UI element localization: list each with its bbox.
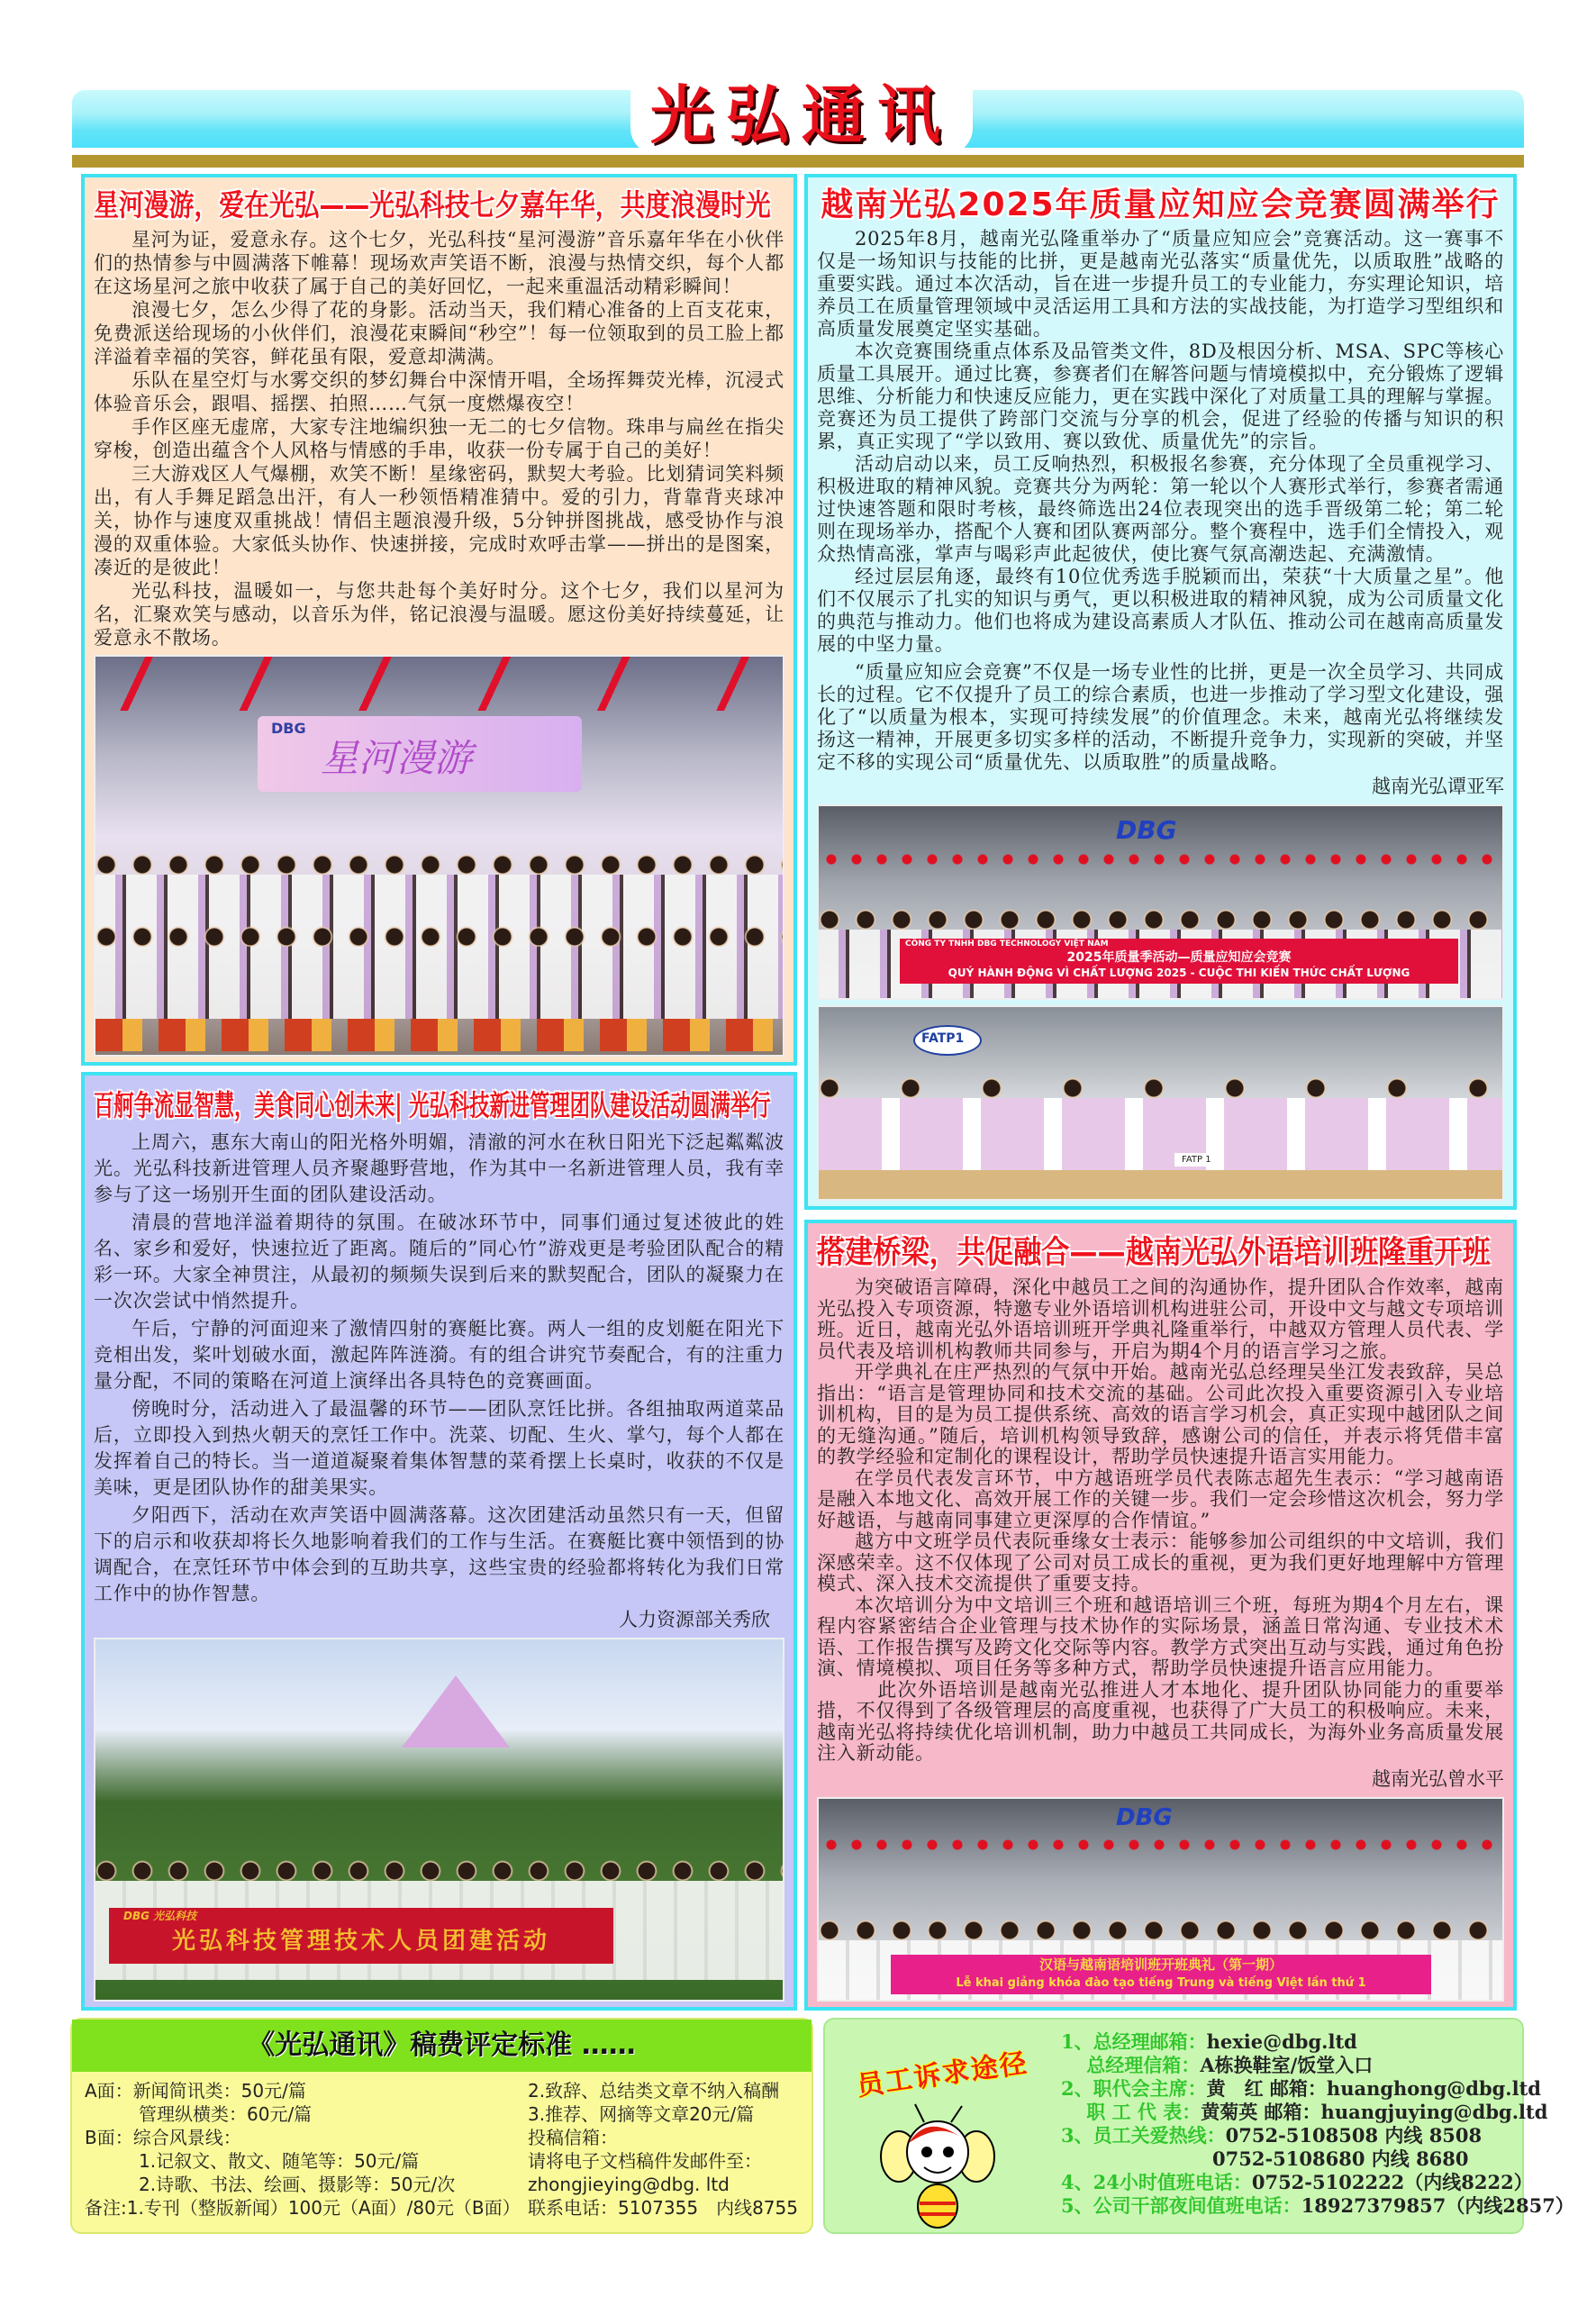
article-body: [817, 1277, 1504, 1765]
photo-team-building: [94, 1638, 784, 2002]
fee-line: 投稿信箱：: [528, 2127, 618, 2148]
article-title: 百舸争流显智慧，美食同心创未来| 光弘科技新进管理团队建设活动圆满举行: [94, 1088, 771, 1122]
bee-mascot-icon: [879, 2102, 996, 2229]
paragraph: 手作区座无虚席，大家专注地编织独一无二的七夕信物。珠串与扁丝在指尖穿梭，创造出蕴含个人风格与情感的手串，收获一份专属于自己的美好！: [94, 416, 784, 461]
appeal-channels: [1061, 2030, 1574, 2218]
banner-text: 光弘科技管理技术人员团建活动: [171, 1928, 550, 1955]
wall-logo: DBG: [1116, 815, 1177, 845]
event-banner: [891, 1955, 1431, 1994]
author-signature: 越南光弘曾水平: [1372, 1767, 1504, 1790]
backdrop-logo: DBG: [271, 720, 306, 737]
submission-email[interactable]: zhongjieying@dbg. ltd: [528, 2174, 730, 2195]
employee-appeal-box: [823, 2018, 1574, 2234]
paragraph: 午后，宁静的河面迎来了激情四射的赛艇比赛。两人一组的皮划艇在阳光下竞相出发，桨叶划破水面，激起阵阵涟漪。有的组合讲究节奏配合，有的注重力量分配，不同的策略在河道上演绎出各具特色的竞赛画面。: [94, 1318, 784, 1392]
channel-row: 1、总经理邮箱：hexie@dbg.ltd: [1061, 2030, 1357, 2053]
paragraph: 傍晚时分，活动进入了最温馨的环节——团队烹饪比拼。各组抽取两道菜品后，立即投入到热火朝天的烹饪工作中。洗菜、切配、生火、掌勺，每个人都在发挥着自己的特长。当一道道凝聚着集体智慧的菜肴摆上长桌时，收获的不仅是美味，更是团队协作的甜美果实。: [94, 1398, 784, 1498]
author-signature: 越南光弘谭亚军: [1372, 776, 1504, 797]
article-title-row: [817, 183, 1504, 228]
fee-line: 2.诗歌、书法、绘画、摄影等：50元/次: [85, 2174, 456, 2195]
fee-standard-title: 《光弘通讯》稿费评定标准 ……: [72, 2020, 812, 2072]
masthead-divider: [72, 155, 1524, 168]
article-title-row: [94, 1081, 784, 1130]
staff-rep-email[interactable]: 黄菊英 邮箱：huangjuying@dbg.ltd: [1201, 2101, 1548, 2123]
paragraph: 在学员代表发言环节，中方越语班学员代表陈志超先生表示：“学习越南语是融入本地文化、高效开展工作的关键一步。我们一定会珍惜这次机会，努力学好越语，与越南同事建立更深厚的合作情谊。”: [817, 1466, 1504, 1531]
fee-standard-box: [70, 2018, 813, 2234]
paragraph: 2025年8月，越南光弘隆重举办了“质量应知应会”竞赛活动。这一赛事不仅是一场知识与技能的比拼，更是越南光弘落实“质量优先，以质取胜”战略的重要实践。通过本次活动，旨在进一步提升员工的专业能力，夯实理论知识，培养员工在质量管理领域中灵活运用工具和方法的实战技能，为打造学习型组织和高质量发展奠定坚实基础。: [817, 228, 1504, 340]
decor-ribbons: [95, 657, 783, 711]
banner-vietnamese: QUÝ HÀNH ĐỘNG VÌ CHẤT LƯỢNG 2025 - CUỘC THI KIẾN THỨC CHẤT LƯỢNG: [948, 967, 1410, 979]
banner-chinese: 2025年质量季活动—质量应知应会竞赛: [1066, 950, 1292, 965]
event-banner: [900, 939, 1458, 984]
appeal-badge-title: 员工诉求途径: [854, 2047, 1030, 2103]
channel-row: 总经理信箱：A栋换鞋室/饭堂入口: [1061, 2054, 1374, 2076]
union-chair-email[interactable]: 黄 红 邮箱：huanghong@dbg.ltd: [1206, 2077, 1541, 2100]
wall-logo: DBG: [1116, 1803, 1173, 1831]
sign-card-text: FATP1: [921, 1031, 965, 1046]
article-qixi: [81, 174, 797, 1066]
paragraph: 开学典礼在庄严热烈的气氛中开始。越南光弘总经理吴坐江发表致辞，吴总指出：“语言是管理协同和技术交流的基础。公司此次投入重要资源引入专业培训机构，目的是为员工提供系统、高效的语言学习机会，真正实现中越团队之间的无缝沟通。”随后，培训机构领导致辞，感谢公司的信任，并表示将凭借丰富的教学经验和定制化的课程设计，帮助学员快速提升语言实用能力。: [817, 1361, 1504, 1467]
fee-line: 请将电子文档稿件发邮件至：: [528, 2150, 762, 2172]
fee-line: A面：新闻简讯类：50元/篇: [85, 2080, 306, 2102]
paragraph: 乐队在星空灯与水雾交织的梦幻舞台中深情开唱，全场挥舞荧光棒，沉浸式体验音乐会，跟唱、摇摆、拍照……气氛一度燃爆夜空！: [94, 369, 784, 414]
paragraph: 上周六，惠东大南山的阳光格外明媚，清澈的河水在秋日阳光下泛起粼粼波光。光弘科技新进管理人员齐聚趣野营地，作为其中一名新进管理人员，我有幸参与了这一场别开生面的团队建设活动。: [94, 1131, 784, 1205]
paragraph: 本次培训分为中文培训三个班和越语培训三个班，每班为期4个月左右，课程内容紧密结合企业管理与技术协作的实际场景，涵盖日常沟通、专业技术术语、工作报告撰写及跨文化交际等内容。教学方式突出互动与实践，通过角色扮演、情境模拟、项目任务等多种方式，帮助学员快速提升语言应用能力。: [817, 1593, 1504, 1679]
article-title: 搭建桥梁，共促融合——越南光弘外语培训班隆重开班: [817, 1235, 1491, 1271]
table-placard: FATP 1: [1174, 1153, 1219, 1167]
article-body: [817, 228, 1504, 774]
channel-row: 2、职代会主席：黄 红 邮箱：huanghong@dbg.ltd: [1061, 2077, 1541, 2100]
fee-col-2: [528, 2079, 798, 2220]
article-title-row: [817, 1229, 1504, 1277]
article-team-building: [81, 1072, 797, 2011]
banner-chinese: 汉语与越南语培训班开班典礼（第一期）: [1038, 1956, 1283, 1973]
paragraph: 光弘科技，温暖如一，与您共赴每个美好时分。这个七夕，我们以星河为名，汇聚欢笑与感动，以音乐为伴，铭记浪漫与温暖。愿这份美好持续蔓延，让爱意永不散场。: [94, 580, 784, 649]
author-signature: 人力资源部关秀欣: [619, 1609, 770, 1630]
article-title-row: [94, 183, 784, 228]
fee-line: 联系电话：5107355 内线8755: [528, 2197, 798, 2219]
fee-line: 1.记叙文、散文、随笔等：50元/篇: [85, 2150, 420, 2172]
backdrop-title: 星河漫游: [321, 736, 473, 780]
article-body: [94, 1130, 784, 1607]
paragraph: 星河为证，爱意永存。这个七夕，光弘科技“星河漫游”音乐嘉年华在小伙伴们的热情参与中圆满落下帷幕！现场欢声笑语不断，浪漫与热情交织，每个人都在这场星河之旅中收获了属于自己的美好回忆，一起来重温活动精彩瞬间！: [94, 229, 784, 297]
article-quality-contest: [804, 174, 1517, 1210]
paragraph: 三大游戏区人气爆棚，欢笑不断！星缘密码，默契大考验。比划猜词笑料频出，有人手舞足蹈急出汗，有人一秒领悟精准猜中。爱的引力，背靠背夹球冲关，协作与速度双重挑战！情侣主题浪漫升级，5分钟拼图挑战，感受协作与浪漫的双重体验。大家低头协作、快速拼接，完成时欢呼击掌——拼出的是图案，凑近的是彼此！: [94, 463, 784, 578]
paragraph: 浪漫七夕，怎么少得了花的身影。活动当天，我们精心准备的上百支花束，免费派送给现场的小伙伴们，浪漫花束瞬间“秒空”！每一位领取到的员工脸上都洋溢着幸福的笑容，鲜花虽有限，爱意却满满。: [94, 299, 784, 368]
event-banner: [109, 1908, 613, 1964]
photo-qixi-group: [94, 655, 784, 1057]
paragraph: 活动启动以来，员工反响热烈，积极报名参赛，充分体现了全员重视学习、积极进取的精神风貌。竞赛共分为两轮：第一轮以个人赛形式举行，参赛者需通过快速答题和限时考核，最终筛选出24位表现突出的选手晋级第二轮；第二轮则在现场举办，搭配个人赛和团队赛两部分。整个赛程中，选手们全情投入，观众热情高涨，掌声与喝彩声此起彼伏，使比赛气氛高潮迭起、充满激情。: [817, 453, 1504, 565]
paragraph: 此次外语培训是越南光弘推进人才本地化、提升团队协同能力的重要举措，不仅得到了各级管理层的高度重视，也获得了广大员工的积极响应。未来，越南光弘将持续优化培训机制，助力中越员工共同成长，为海外业务高质量发展注入新动能。: [817, 1678, 1504, 1764]
fee-line: 管理纵横类：60元/篇: [85, 2103, 313, 2125]
paragraph: 越方中文班学员代表阮垂缘女士表示：能够参加公司组织的中文培训，我们深感荣幸。这不仅体现了公司对员工成长的重视，更为我们更好地理解中方管理模式、深入技术交流提供了重要支持。: [817, 1530, 1504, 1594]
channel-row: 4、24小时值班电话：0752-5102222（内线8222）: [1061, 2171, 1533, 2193]
banner-logo: DBG 光弘科技: [123, 1910, 197, 1922]
decor-lanterns: [819, 1833, 1502, 1857]
masthead-title: 光弘通讯: [650, 77, 953, 152]
paragraph: 清晨的营地洋溢着期待的氛围。在破冰环节中，同事们通过复述彼此的姓名、家乡和爱好，快速拉近了距离。随后的”同心竹”游戏更是考验团队配合的精彩一环。大家全神贯注，从最初的频频失误到后来的默契配合，团队的凝聚力在一次次尝试中悄然提升。: [94, 1212, 784, 1312]
banner-company: CÔNG TY TNHH DBG TECHNOLOGY VIỆT NAM: [905, 940, 1109, 949]
paragraph: 本次竞赛围绕重点体系及品管类文件，8D及根因分析、MSA、SPC等核心质量工具展开。通过比赛，参赛者们在解答问题与情境模拟中，充分锻炼了逻辑思维、分析能力和快速反应能力，更在实践中深化了对质量工具的理解与掌握。竞赛还为员工提供了跨部门交流与分享的机会，促进了经验的传播与知识的积累，真正实现了“学以致用、赛以致优、质量优先”的宗旨。: [817, 340, 1504, 452]
article-title: 星河漫游，爱在光弘——光弘科技七夕嘉年华，共度浪漫时光: [94, 187, 771, 222]
article-language-training: [804, 1220, 1517, 2011]
fee-line: B面：综合风景线：: [85, 2127, 241, 2148]
tent: [402, 1675, 510, 1748]
gm-email[interactable]: hexie@dbg.ltd: [1206, 2030, 1357, 2053]
table: [819, 1170, 1502, 1199]
gift-boxes: [95, 1019, 783, 1051]
fee-col-1: [85, 2079, 521, 2220]
paragraph: 夕阳西下，活动在欢声笑语中圆满落幕。这次团建活动虽然只有一天，但留下的启示和收获却将长久地影响着我们的工作与生活。在赛艇比赛中领悟到的协调配合，在烹饪环节中体会到的互助共享，这些宝贵的经验都将转化为我们日常工作中的协作智慧。: [94, 1504, 784, 1604]
participants: [819, 1098, 1502, 1170]
channel-row: 职 工 代 表：黄菊英 邮箱：huangjuying@dbg.ltd: [1061, 2101, 1548, 2123]
photo-language-training-group: [817, 1797, 1504, 2002]
fee-line: 3.推荐、网摘等文章20元/篇: [528, 2103, 755, 2125]
channel-row: 5、公司干部夜间值班电话：18927379857（内线2857）: [1061, 2194, 1574, 2217]
photo-quality-contest-group: [817, 804, 1504, 1000]
photo-quality-contest-winners: [817, 1005, 1504, 1201]
fee-line: 2.致辞、总结类文章不纳入稿酬: [528, 2080, 780, 2102]
paragraph: “质量应知应会竞赛”不仅是一场专业性的比拼，更是一次全员学习、共同成长的过程。它不仅提升了员工的综合素质，也进一步推动了学习型文化建设，强化了“以质量为根本，实现可持续发展”的价值理念。未来，越南光弘将继续发扬这一精神，开展更多切实多样的活动，不断提升竞争力，实现新的突破，并坚定不移的实现公司“质量优先、以质取胜”的质量战略。: [817, 661, 1504, 773]
fee-line: 备注:1.专刊（整版新闻）100元（A面）/80元（B面）: [85, 2197, 521, 2219]
paragraph: 为突破语言障碍，深化中越员工之间的沟通协作，提升团队合作效率，越南光弘投入专项资源，特邀专业外语培训机构进驻公司，开设中文与越文专项培训班。近日，越南光弘外语培训班开学典礼隆重举行，中越双方管理人员代表、学员代表及培训机构教师共同参与，开启为期4个月的语言学习之旅。: [817, 1276, 1504, 1362]
banner-vietnamese: Lễ khai giảng khóa đào tạo tiếng Trung và tiếng Việt lần thứ 1: [956, 1976, 1366, 1990]
channel-row: 3、员工关爱热线：0752-5108508 内线 8508: [1061, 2124, 1483, 2147]
article-title: 越南光弘2025年质量应知应会竞赛圆满举行: [821, 186, 1501, 223]
channel-row: 0752-5108680 内线 8680: [1212, 2147, 1469, 2170]
paragraph: 经过层层角逐，最终有10位优秀选手脱颖而出，荣获“十大质量之星”。他们不仅展示了扎实的知识与勇气，更以积极进取的精神风貌，成为公司质量文化的典范与推动力。他们也将成为建设高素质人才队伍、推动公司在越南高质量发展的中坚力量。: [817, 566, 1504, 655]
decor-lanterns: [819, 846, 1502, 873]
article-body: [94, 228, 784, 649]
